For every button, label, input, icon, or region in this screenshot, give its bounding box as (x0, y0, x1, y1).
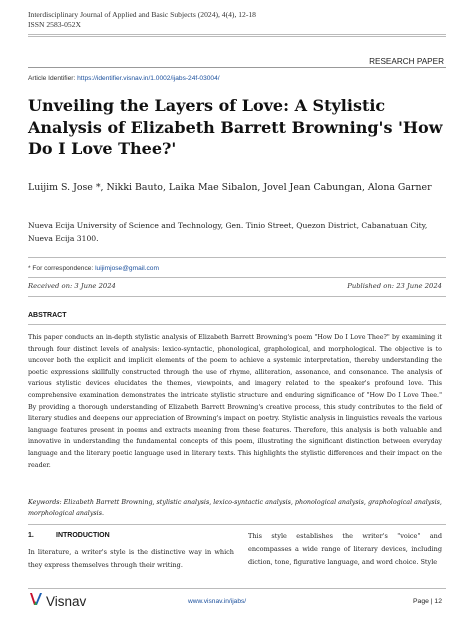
affiliation-divider (28, 257, 446, 258)
section-title: INTRODUCTION (56, 532, 110, 539)
article-category: RESEARCH PAPER (369, 57, 444, 66)
article-identifier-label: Article Identifier: (28, 75, 76, 82)
published-date: Published on: 23 June 2024 (347, 282, 442, 290)
abstract-heading: ABSTRACT (28, 312, 67, 319)
author-list: Luijim S. Jose *, Nikki Bauto, Laika Mae Sibalon, Jovel Jean Cabungan, Alona Garner (28, 182, 432, 193)
page-number: Page | 12 (413, 598, 442, 605)
article-identifier-link[interactable]: https://identifier.visnav.in/1.0002/ijabs-24f-03004/ (77, 75, 220, 82)
header-divider-2 (28, 36, 446, 37)
correspondence-label: * For correspondence: (28, 265, 94, 272)
footer-divider (28, 588, 446, 589)
dates-divider (28, 277, 446, 278)
logo-text: Visnav (46, 594, 87, 609)
abstract-text: This paper conducts an in-depth stylistic analysis of Elizabeth Barrett Browning's poem "How Do I Love Thee?" by examining it through four distinct levels of analysis: lexico-syntactic, phonological, graphological, and morphological. The objective is to uncover both the explicit and implicit elements of the poem to achieve a systemic interpretation, thereby understanding the poetic expressions skillfully constructed through the use of rhyme, alliteration, assonance, and consonance. The analysis of various stylistic devices elucidates the themes, viewpoints, and imagery related to the speaker's profound love. This comprehensive examination demonstrates the intricate stylistic structure and enduring significance of "How Do I Love Thee." By providing a thorough understanding of Elizabeth Barrett Browning's creative process, this study contributes to the field of literary studies and deepens our appreciation of Browning's impact on poetry. Stylistic analysis in linguistics reveals the various language features present in poems and extracts meaning from these features. Therefore, this analysis is both valuable and innovative in understanding the fundamental concepts of this poem, illustrating the significant distinction between everyday language and the literary poetic language used in literary texts. This highlights the stylistic differences and their impact on the reader. (28, 334, 442, 469)
visnav-logo-icon (30, 592, 42, 611)
correspondence-email[interactable]: luijimjose@gmail.com (95, 265, 159, 272)
category-divider (28, 67, 446, 68)
header-divider (28, 34, 446, 35)
received-date: Received on: 3 June 2024 (28, 282, 116, 290)
journal-citation: Interdisciplinary Journal of Applied and Basic Subjects (2024), 4(4), 12-18 (28, 10, 256, 19)
issn: ISSN 2583-052X (28, 20, 81, 29)
keywords: Keywords: Elizabeth Barrett Browning, stylistic analysis, lexico-syntactic analysis, phonological analysis, graphological analysis, morphological analysis. (28, 499, 442, 518)
footer-url[interactable]: www.visnav.in/ijabs/ (188, 598, 247, 605)
intro-right-column: This style establishes the writer's "voice" and encompasses a wide range of literary devices, including diction, tone, figurative language, and word choice. Style (248, 532, 442, 566)
paper-title: Unveiling the Layers of Love: A Stylistic Analysis of Elizabeth Barrett Browning's 'How Do I Love Thee?' (28, 96, 443, 158)
section-number: 1. (28, 532, 34, 539)
affiliation: Nueva Ecija University of Science and Technology, Gen. Tinio Street, Quezon District, Cabanatuan City, Nueva Ecija 3100. (28, 221, 428, 243)
introduction-heading (28, 532, 110, 539)
article-identifier (28, 75, 220, 82)
intro-left-column: In literature, a writer's style is the distinctive way in which they express themselves through their writing. (28, 548, 234, 569)
publisher-logo (30, 592, 86, 611)
abstract-divider (28, 324, 446, 325)
correspondence (28, 265, 159, 272)
dates-divider-bottom (28, 296, 446, 297)
keywords-divider (28, 524, 446, 525)
